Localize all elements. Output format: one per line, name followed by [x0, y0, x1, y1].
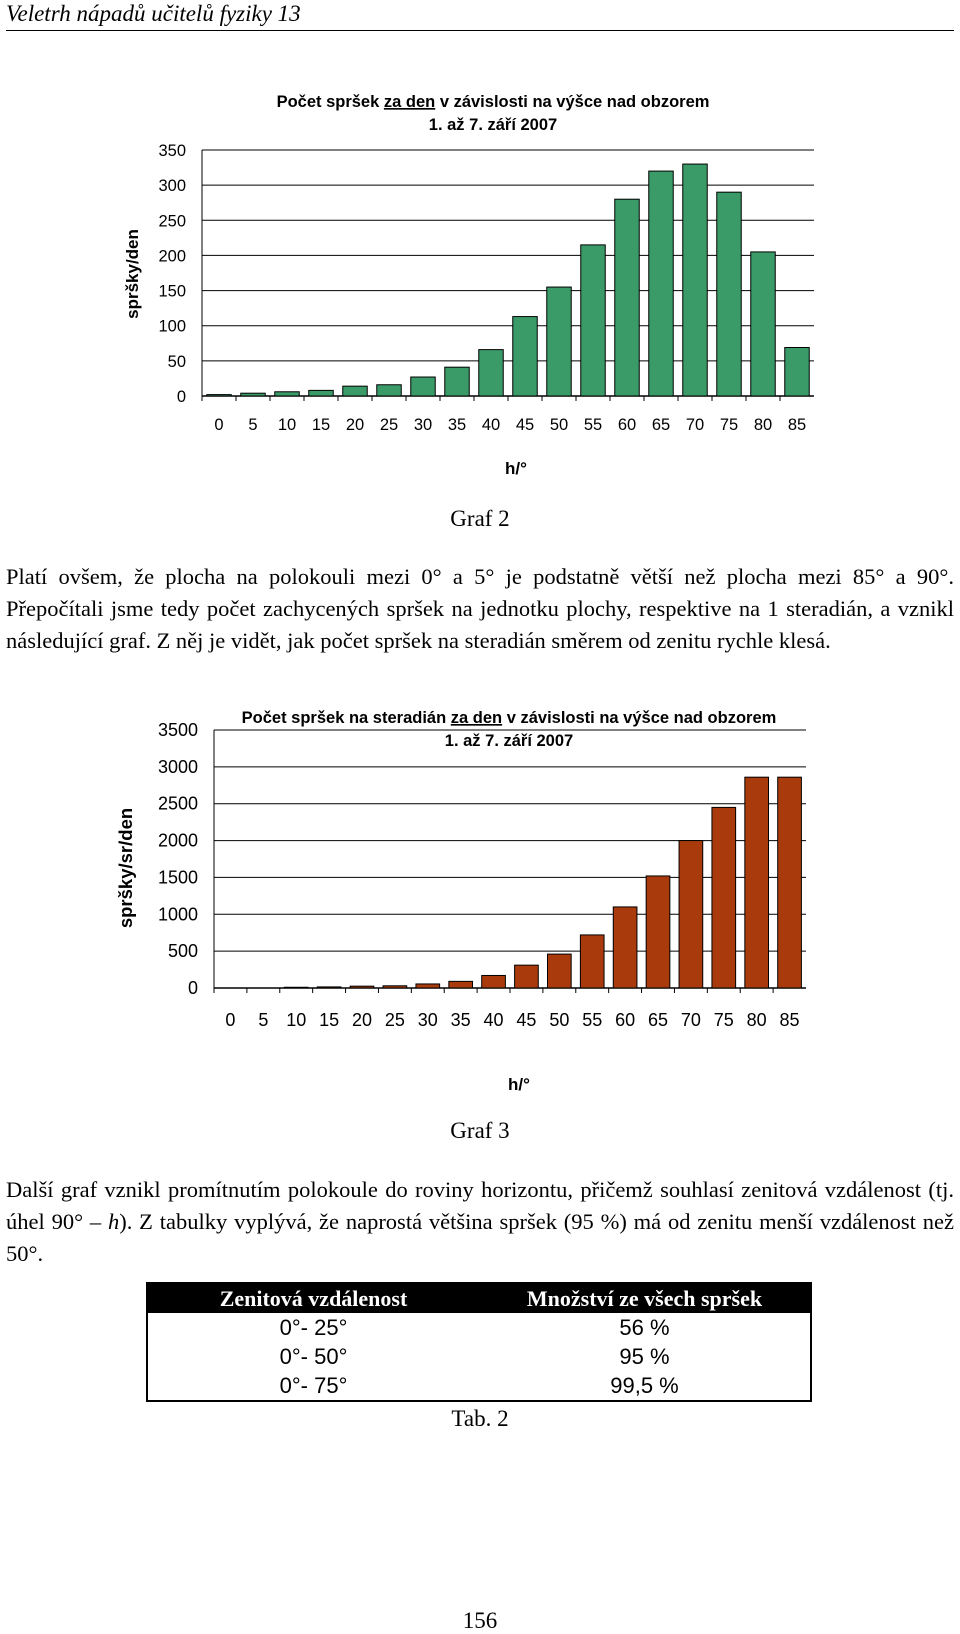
- chart-ytick-label: 200: [158, 247, 186, 266]
- chart-xtick-label: 50: [549, 416, 569, 434]
- chart-bar: [207, 395, 231, 396]
- chart-ytick-label: 0: [187, 978, 198, 998]
- table-zenith: [146, 1282, 812, 1402]
- chart-bar: [241, 393, 265, 396]
- chart-xtick-label: 40: [483, 1010, 504, 1030]
- paragraph-2-var: h: [107, 1209, 120, 1234]
- chart-bar: [745, 777, 769, 988]
- chart-graf-3-svg: [114, 704, 854, 1096]
- table-cell: 0°- 25°: [279, 1314, 348, 1340]
- chart-xtick-label: 30: [413, 416, 433, 434]
- chart-bar: [482, 975, 506, 988]
- table-header-row: [147, 1283, 811, 1313]
- chart-title-text: v závislosti na výšce nad obzorem: [435, 93, 710, 111]
- paragraph-2-text-b: ). Z tabulky vyplývá, že naprostá většina spršek (95 %) má od zenitu menší vzdálenost než 50°.: [6, 1209, 954, 1266]
- chart-title-underlined: za den: [450, 709, 503, 727]
- chart-bar: [284, 987, 308, 988]
- paragraph-1: Platí ovšem, že plocha na polokouli mezi 0° a 5° je podstatně větší než plocha mezi 85° a 90°. Přepočítali jsme tedy počet zachycených spršek na jednotku plochy, respektive na 1 steradián, a vznikl následující graf. Z něj je vidět, jak počet spršek na steradián směrem od zenitu rychle klesá.: [6, 564, 954, 653]
- chart-xtick-label: 55: [583, 416, 603, 434]
- chart-title-text: v závislosti na výšce nad obzorem: [502, 709, 777, 727]
- caption-tab-2: Tab. 2: [451, 1406, 509, 1431]
- chart-title-line2: 1. až 7. září 2007: [444, 732, 574, 750]
- table-cell: 56 %: [619, 1314, 670, 1340]
- chart-xtick-label: 70: [680, 1010, 701, 1030]
- chart-ytick-label: 150: [158, 282, 186, 301]
- chart-xtick-label: 25: [384, 1010, 405, 1030]
- page-number: 156: [462, 1608, 498, 1633]
- chart-ytick-label: 2000: [157, 830, 198, 851]
- chart-ytick-label: 1000: [157, 904, 198, 925]
- chart-xtick-label: 80: [746, 1010, 767, 1030]
- chart-xtick-label: 35: [447, 416, 467, 434]
- chart-bar: [785, 348, 809, 396]
- chart-bar: [580, 935, 604, 988]
- chart-bar: [275, 392, 299, 396]
- chart-xtick-label: 10: [286, 1010, 307, 1030]
- table-cell: 95 %: [619, 1343, 670, 1369]
- table-cell: 0°- 50°: [279, 1343, 348, 1369]
- chart-graf-2: [118, 86, 850, 478]
- table-header-cell: Zenitová vzdálenost: [147, 1283, 479, 1313]
- chart-bar: [383, 986, 407, 988]
- chart-bar: [547, 287, 571, 396]
- chart-xtick-label: 85: [779, 1010, 800, 1030]
- chart-title-line2: 1. až 7. září 2007: [428, 116, 558, 134]
- chart-bar: [416, 984, 440, 988]
- chart-ytick-label: 3500: [157, 720, 198, 740]
- chart-xlabel: h/°: [508, 1075, 530, 1094]
- chart-xtick-label: 75: [719, 416, 739, 434]
- caption-graf-3: Graf 3: [450, 1118, 510, 1143]
- chart-bar: [778, 777, 802, 988]
- chart-ytick-label: 3000: [157, 756, 198, 777]
- chart-bar: [350, 986, 374, 988]
- chart-xtick-label: 5: [258, 1010, 269, 1030]
- chart-bar: [615, 199, 639, 396]
- chart-bar: [712, 807, 736, 988]
- table-row: [147, 1313, 811, 1342]
- running-header: [6, 0, 954, 31]
- chart-xtick-label: 5: [248, 416, 258, 434]
- table-row: [147, 1342, 811, 1371]
- chart-xtick-label: 0: [214, 416, 224, 434]
- chart-bar: [751, 252, 775, 396]
- chart-ytick-label: 0: [176, 388, 186, 406]
- chart-ytick-label: 100: [158, 317, 186, 336]
- chart-xtick-label: 35: [450, 1010, 471, 1030]
- chart-bar: [613, 907, 637, 988]
- chart-xtick-label: 25: [379, 416, 399, 434]
- chart-ytick-label: 1500: [157, 867, 198, 888]
- chart-bar: [479, 350, 503, 396]
- chart-bar: [445, 367, 469, 396]
- chart-xtick-label: 10: [277, 416, 297, 434]
- chart-title-underlined: za den: [383, 93, 436, 111]
- chart-xtick-label: 20: [345, 416, 365, 434]
- chart-xtick-label: 85: [787, 416, 807, 434]
- chart-xtick-label: 65: [651, 416, 671, 434]
- chart-xtick-label: 75: [713, 1010, 734, 1030]
- chart-ytick-label: 50: [167, 352, 186, 371]
- chart-xtick-label: 20: [351, 1010, 373, 1030]
- table-cell: 0°- 75°: [279, 1372, 348, 1398]
- chart-bar: [377, 385, 401, 396]
- chart-xtick-label: 65: [647, 1010, 669, 1030]
- chart-graf-3: [114, 704, 854, 1096]
- chart-bar: [309, 390, 333, 396]
- caption-graf-2: Graf 2: [450, 506, 510, 531]
- chart-bar: [449, 981, 473, 988]
- chart-xtick-label: 60: [617, 416, 637, 434]
- chart-ylabel: spršky/sr/den: [115, 807, 136, 929]
- chart-xtick-label: 15: [319, 1010, 340, 1030]
- paragraph-2: [6, 1174, 954, 1270]
- chart-bar: [317, 987, 341, 988]
- chart-xtick-label: 30: [417, 1010, 438, 1030]
- chart-bar: [683, 164, 707, 396]
- chart-title-line1: [277, 93, 710, 111]
- chart-ytick-label: 500: [167, 941, 198, 962]
- chart-xtick-label: 50: [549, 1010, 570, 1030]
- chart-bar: [515, 965, 539, 988]
- chart-bar: [679, 841, 703, 988]
- table-header-cell: Množství ze všech spršek: [479, 1283, 811, 1313]
- header-title: Veletrh nápadů učitelů fyziky 13: [6, 1, 301, 26]
- chart-bar: [513, 317, 537, 396]
- chart-xtick-label: 15: [311, 416, 331, 434]
- chart-xtick-label: 45: [515, 416, 535, 434]
- chart-xlabel: h/°: [505, 459, 527, 478]
- chart-xtick-label: 60: [615, 1010, 636, 1030]
- paragraph-2-text-a: Další graf vznikl promítnutím polokoule do roviny horizontu, přičemž souhlasí zenitová vzdálenost (tj. úhel 90° –: [6, 1177, 954, 1234]
- chart-bar: [646, 876, 670, 988]
- chart-xtick-label: 45: [516, 1010, 537, 1030]
- chart-title-line1: [242, 709, 777, 727]
- chart-ytick-label: 250: [158, 212, 186, 231]
- chart-bar: [649, 171, 673, 396]
- table-row: [147, 1371, 811, 1401]
- chart-bar: [343, 386, 367, 396]
- chart-xtick-label: 0: [225, 1010, 236, 1030]
- table-cell: 99,5 %: [610, 1372, 679, 1398]
- chart-ytick-label: 2500: [157, 793, 198, 814]
- chart-xtick-label: 80: [753, 416, 773, 434]
- chart-xtick-label: 40: [481, 416, 501, 434]
- chart-xtick-label: 70: [685, 416, 705, 434]
- chart-graf-2-svg: [118, 86, 850, 478]
- chart-bar: [411, 377, 435, 396]
- chart-ylabel: spršky/den: [123, 229, 142, 319]
- chart-ytick-label: 300: [158, 177, 186, 196]
- chart-bar: [547, 954, 571, 988]
- chart-xtick-label: 55: [582, 1010, 603, 1030]
- chart-title-text: Počet spršek na steradián: [241, 709, 451, 727]
- chart-title-text: Počet spršek: [276, 93, 384, 111]
- chart-bar: [717, 192, 741, 396]
- chart-ytick-label: 350: [158, 142, 186, 160]
- chart-bar: [581, 245, 605, 396]
